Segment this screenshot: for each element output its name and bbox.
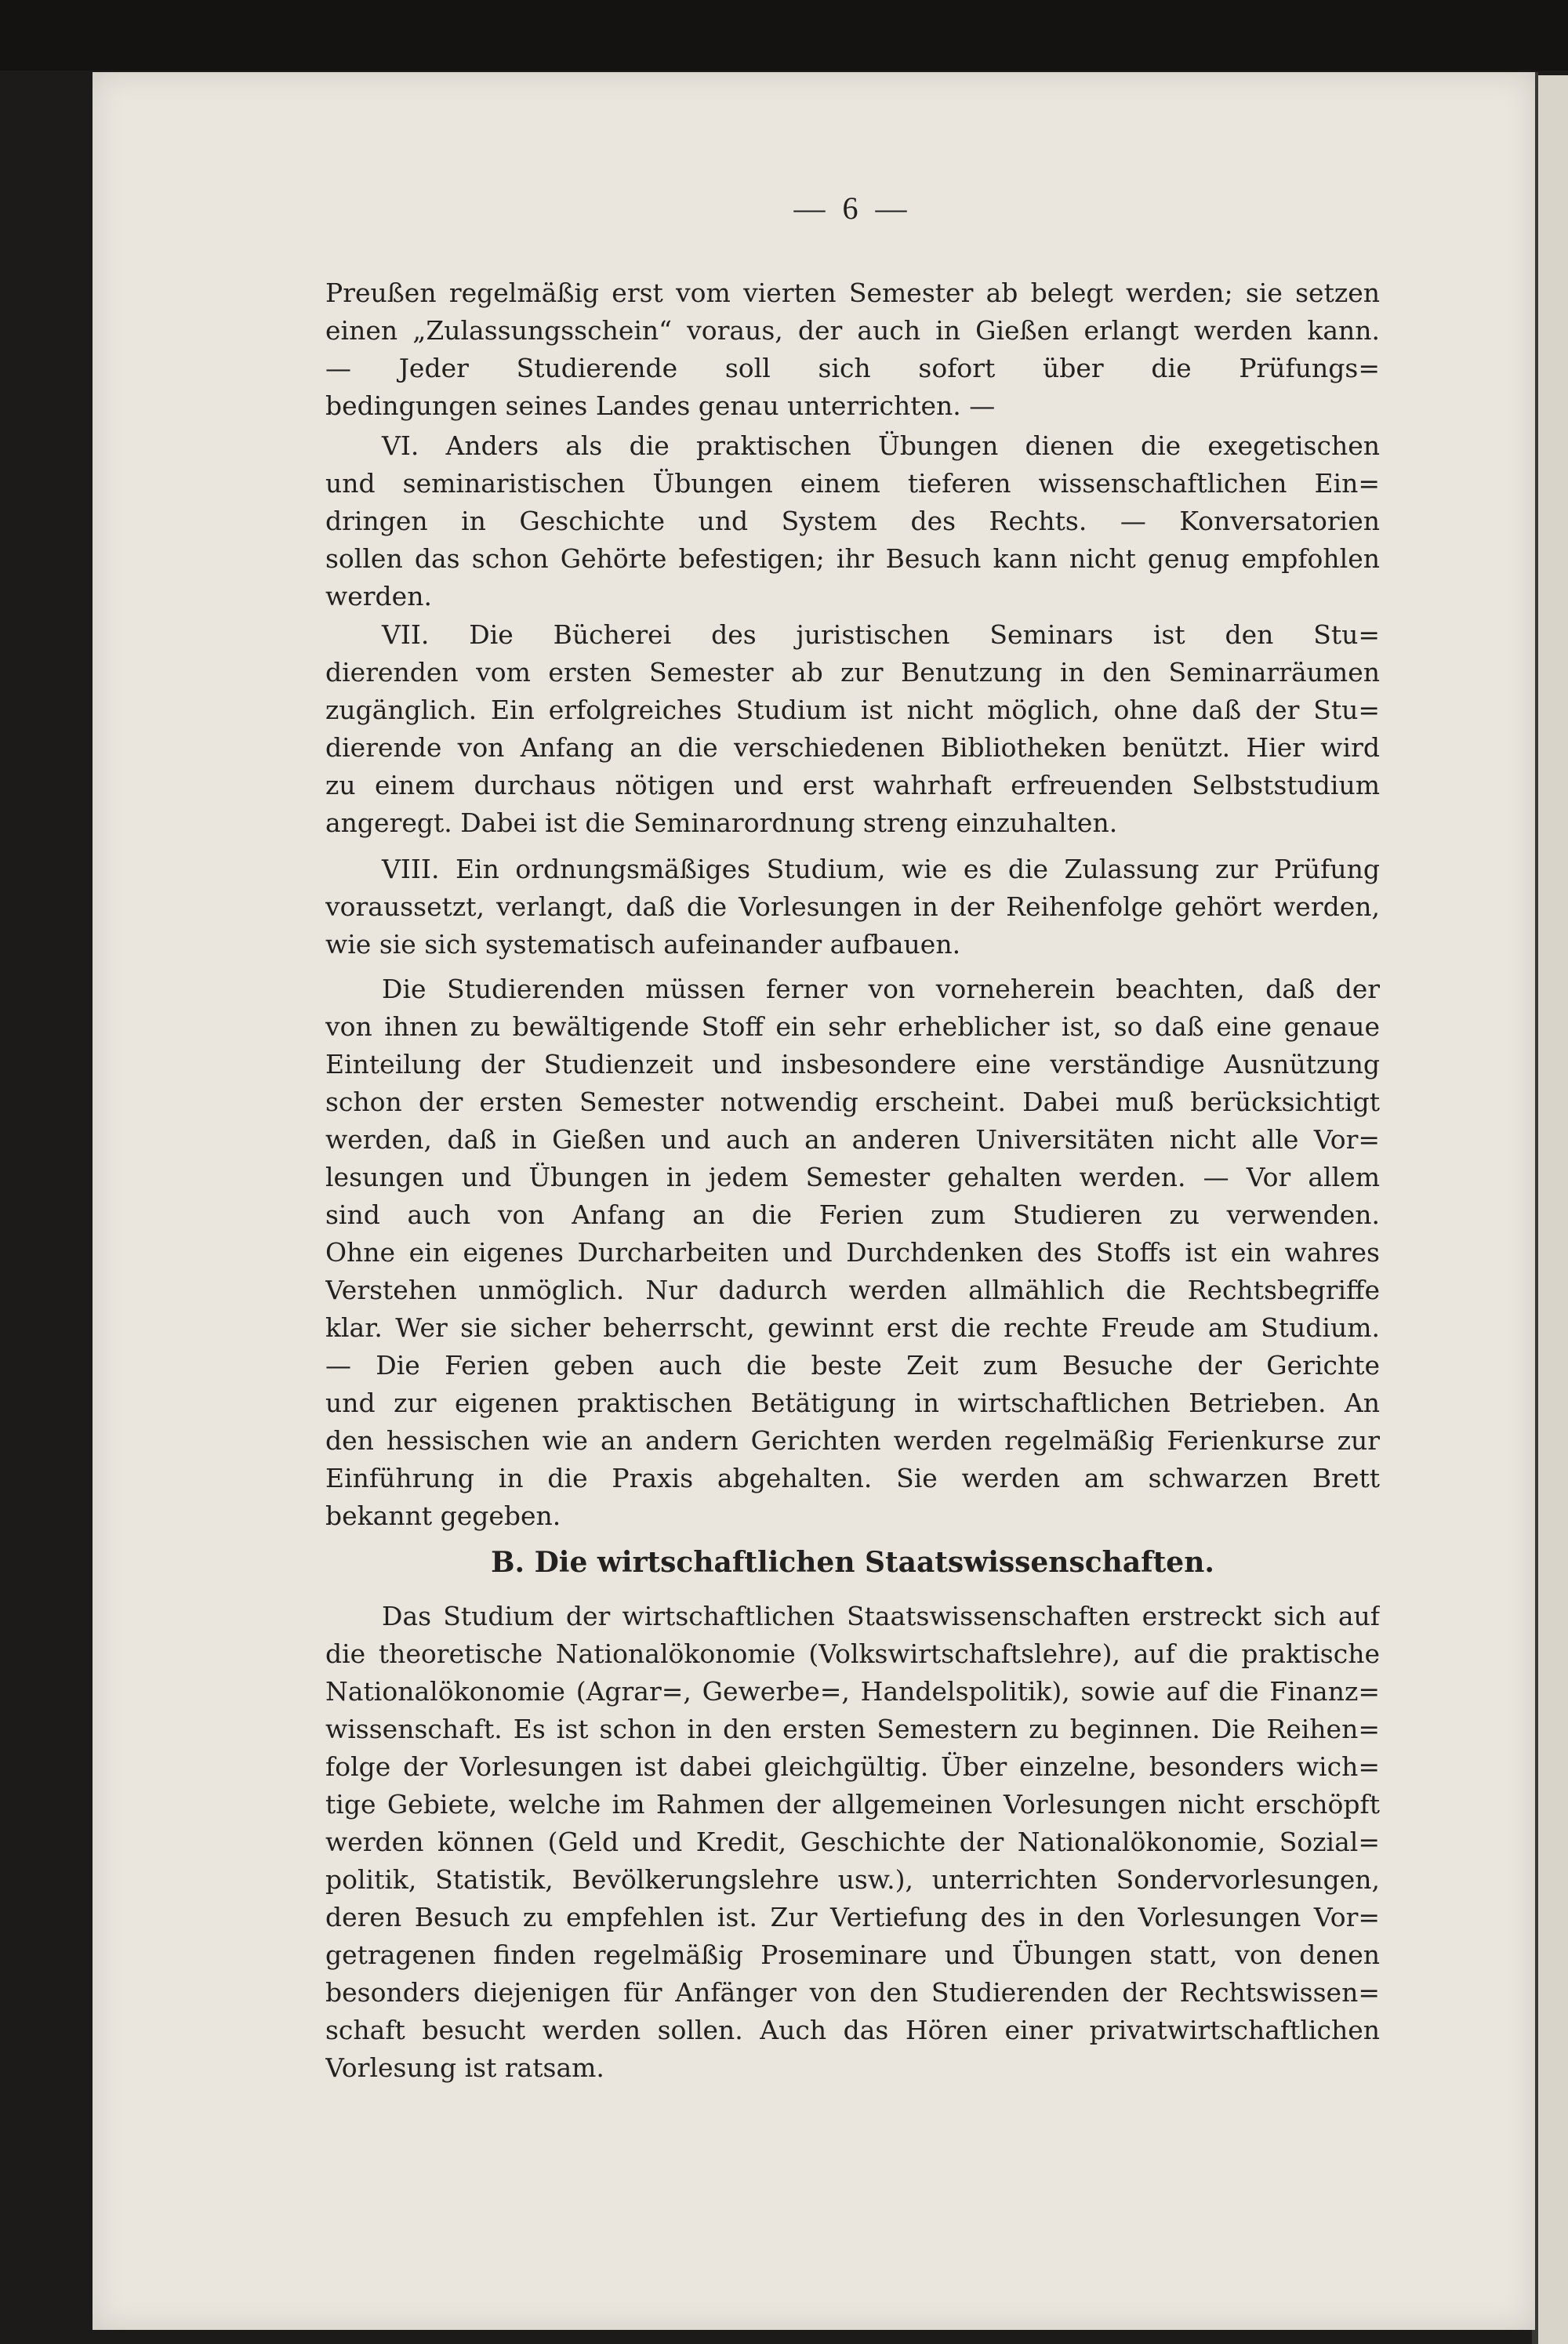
page-number: — 6 — <box>793 190 912 226</box>
backing-board <box>0 0 1568 71</box>
paragraph-studierende <box>325 971 1380 1535</box>
text-line: werden. <box>325 581 432 611</box>
section-heading: B. Die wirtschaftlichen Staatswissenschaften. <box>491 1546 1214 1579</box>
text-line: zugänglich. Ein erfolgreiches Studium ist nicht möglich, ohne daß der Stu= <box>325 695 1380 725</box>
text-line: Einteilung der Studienzeit und insbesondere eine verständige Ausnützung <box>325 1049 1380 1079</box>
text-line: wissenschaft. Es ist schon in den ersten Semestern zu beginnen. Die Reihen= <box>325 1714 1380 1744</box>
text-line: VII. Die Bücherei des juristischen Seminars ist den Stu= <box>382 619 1380 650</box>
text-line: dierende von Anfang an die verschiedenen Bibliotheken benützt. Hier wird <box>325 732 1380 763</box>
text-line: zu einem durchaus nötigen und erst wahrhaft erfreuenden Selbststudium <box>325 770 1380 800</box>
text-line: Verstehen unmöglich. Nur dadurch werden allmählich die Rechtsbegriffe <box>325 1275 1380 1305</box>
text-line: Das Studium der wirtschaftlichen Staatswissenschaften erstreckt sich auf <box>382 1601 1380 1631</box>
text-line: Preußen regelmäßig erst vom vierten Semester ab belegt werden; sie setzen <box>325 278 1380 308</box>
text-line: einen „Zulassungsschein“ voraus, der auch in Gießen erlangt werden kann. <box>325 315 1380 346</box>
text-line: von ihnen zu bewältigende Stoff ein sehr erheblicher ist, so daß eine genaue <box>325 1011 1380 1042</box>
text-line: und seminaristischen Übungen einem tieferen wissenschaftlichen Ein= <box>325 468 1380 499</box>
text-line: getragenen finden regelmäßig Proseminare und Übungen statt, von denen <box>325 1939 1380 1970</box>
text-line: Vorlesung ist ratsam. <box>325 2052 604 2083</box>
text-line: angeregt. Dabei ist die Seminarordnung streng einzuhalten. <box>325 807 1118 838</box>
text-line: bekannt gegeben. <box>325 1500 561 1531</box>
text-line: schaft besucht werden sollen. Auch das Hören einer privatwirtschaftlichen <box>325 2015 1380 2045</box>
text-line: wie sie sich systematisch aufeinander aufbauen. <box>325 929 961 960</box>
text-line: sind auch von Anfang an die Ferien zum Studieren zu verwenden. <box>325 1199 1380 1230</box>
text-line: — Die Ferien geben auch die beste Zeit zum Besuche der Gerichte <box>325 1350 1380 1381</box>
text-line: werden, daß in Gießen und auch an anderen Universitäten nicht alle Vor= <box>325 1124 1380 1155</box>
adjacent-page-edge <box>1538 75 1568 2344</box>
text-line: VIII. Ein ordnungsmäßiges Studium, wie es die Zulassung zur Prüfung <box>382 854 1380 884</box>
text-line: die theoretische Nationalökonomie (Volkswirtschaftslehre), auf die praktische <box>325 1638 1380 1669</box>
text-line: schon der ersten Semester notwendig erscheint. Dabei muß berücksichtigt <box>325 1087 1380 1117</box>
paragraph-staatswissenschaften <box>325 1598 1380 2087</box>
text-line: lesungen und Übungen in jedem Semester gehalten werden. — Vor allem <box>325 1162 1380 1192</box>
paragraph-intro <box>325 274 1380 425</box>
text-line: dringen in Geschichte und System des Rechts. — Konversatorien <box>325 506 1380 536</box>
text-line: Die Studierenden müssen ferner von vorneherein beachten, daß der <box>382 974 1380 1004</box>
text-line: Einführung in die Praxis abgehalten. Sie werden am schwarzen Brett <box>325 1463 1380 1493</box>
text-line: besonders diejenigen für Anfänger von den Studierenden der Rechtswissen= <box>325 1977 1380 2008</box>
text-line: folge der Vorlesungen ist dabei gleichgültig. Über einzelne, besonders wich= <box>325 1751 1380 1782</box>
text-line: — Jeder Studierende soll sich sofort über die Prüfungs= <box>325 353 1380 383</box>
text-line: VI. Anders als die praktischen Übungen dienen die exegetischen <box>382 430 1380 461</box>
text-line: sollen das schon Gehörte befestigen; ihr Besuch kann nicht genug empfohlen <box>325 543 1380 574</box>
text-line: voraussetzt, verlangt, daß die Vorlesungen in der Reihenfolge gehört werden, <box>325 891 1380 922</box>
paragraph-vii <box>325 616 1380 842</box>
text-line: Nationalökonomie (Agrar=, Gewerbe=, Handelspolitik), sowie auf die Finanz= <box>325 1676 1380 1707</box>
text-line: bedingungen seines Landes genau unterrichten. — <box>325 390 996 421</box>
text-line: dierenden vom ersten Semester ab zur Benutzung in den Seminarräumen <box>325 657 1380 688</box>
paragraph-vi <box>325 427 1380 615</box>
text-line: politik, Statistik, Bevölkerungslehre usw.), unterrichten Sondervorlesungen, <box>325 1864 1380 1895</box>
text-line: tige Gebiete, welche im Rahmen der allgemeinen Vorlesungen nicht erschöpft <box>325 1789 1380 1820</box>
text-line: den hessischen wie an andern Gerichten werden regelmäßig Ferienkurse zur <box>325 1425 1380 1456</box>
text-line: Ohne ein eigenes Durcharbeiten und Durchdenken des Stoffs ist ein wahres <box>325 1237 1380 1268</box>
text-line: und zur eigenen praktischen Betätigung in wirtschaftlichen Betrieben. An <box>325 1388 1380 1418</box>
paragraph-viii <box>325 851 1380 963</box>
text-line: klar. Wer sie sicher beherrscht, gewinnt erst die rechte Freude am Studium. <box>325 1312 1380 1343</box>
text-line: werden können (Geld und Kredit, Geschichte der Nationalökonomie, Sozial= <box>325 1827 1380 1857</box>
text-line: deren Besuch zu empfehlen ist. Zur Vertiefung des in den Vorlesungen Vor= <box>325 1902 1380 1932</box>
